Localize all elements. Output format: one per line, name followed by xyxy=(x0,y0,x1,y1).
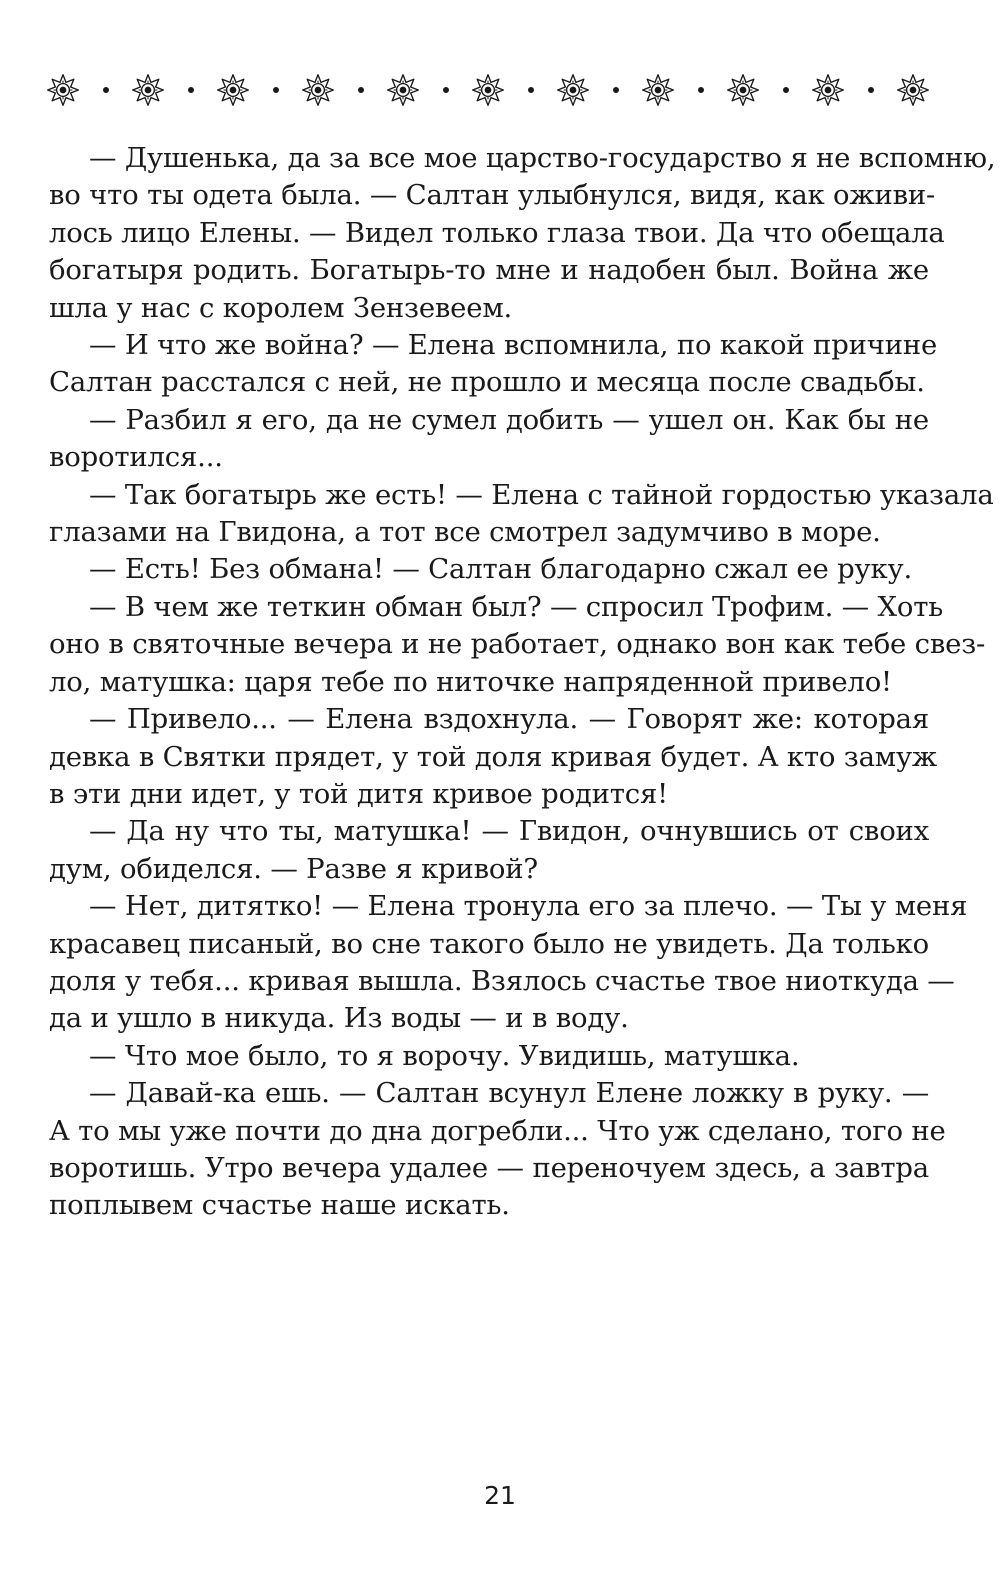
dot-icon xyxy=(188,87,194,93)
text-line: доля у тебя... кривая вышла. Взялось счастье твое ниоткуда — xyxy=(49,964,955,997)
header-ornament xyxy=(46,68,930,112)
text-line: да и ушло в никуда. Из воды — и в воду. xyxy=(49,1002,629,1035)
flower-icon xyxy=(386,73,420,107)
page-number: 21 xyxy=(484,1481,516,1510)
text-line: красавец писаный, во сне такого было не увидеть. Да только xyxy=(49,927,929,960)
text-line: Салтан расстался с ней, не прошло и месяца после свадьбы. xyxy=(49,366,925,399)
text-line: глазами на Гвидона, а тот все смотрел задумчиво в море. xyxy=(49,516,881,549)
text-line: — Привело... — Елена вздохнула. — Говорят же: которая xyxy=(89,703,929,736)
dot-icon xyxy=(273,87,279,93)
flower-icon xyxy=(896,73,930,107)
flower-icon xyxy=(301,73,335,107)
text-line: — В чем же теткин обман был? — спросил Трофим. — Хоть xyxy=(89,590,944,623)
flower-icon xyxy=(556,73,590,107)
text-line: богатыря родить. Богатырь-то мне и надобен был. Война же xyxy=(49,254,929,287)
text-line: — Так богатырь же есть! — Елена с тайной гордостью указала xyxy=(89,478,994,511)
text-line: воротишь. Утро вечера удалее — переночуем здесь, а завтра xyxy=(49,1151,929,1184)
flower-icon xyxy=(131,73,165,107)
dot-icon xyxy=(868,87,874,93)
flower-icon xyxy=(726,73,760,107)
text-line: воротился... xyxy=(49,441,223,474)
text-line: лось лицо Елены. — Видел только глаза твои. Да что обещала xyxy=(49,216,945,249)
text-line: А то мы уже почти до дна догребли... Что уж сделано, того не xyxy=(49,1114,946,1147)
flower-icon xyxy=(471,73,505,107)
dot-icon xyxy=(103,87,109,93)
flower-icon xyxy=(641,73,675,107)
text-line: оно в святочные вечера и не работает, однако вон как тебе свез- xyxy=(49,628,986,661)
text-line: — Что мое было, то я ворочу. Увидишь, матушка. xyxy=(89,1039,800,1072)
body-text xyxy=(49,140,996,1225)
dot-icon xyxy=(613,87,619,93)
text-line: — Есть! Без обмана! — Салтан благодарно сжал ее руку. xyxy=(89,553,912,586)
dot-icon xyxy=(358,87,364,93)
text-line: — И что же война? — Елена вспомнила, по какой причине xyxy=(89,329,938,362)
flower-icon xyxy=(46,73,80,107)
flower-icon xyxy=(216,73,250,107)
text-line: — Нет, дитятко! — Елена тронула его за плечо. — Ты у меня xyxy=(89,890,968,923)
text-line: во что ты одета была. — Салтан улыбнулся, видя, как оживи- xyxy=(49,179,936,212)
dot-icon xyxy=(698,87,704,93)
text-line: дум, обиделся. — Разве я кривой? xyxy=(49,852,538,885)
dot-icon xyxy=(443,87,449,93)
dot-icon xyxy=(528,87,534,93)
dot-icon xyxy=(783,87,789,93)
text-line: поплывем счастье наше искать. xyxy=(49,1189,510,1222)
text-line: ло, матушка: царя тебе по ниточке напряденной привело! xyxy=(49,665,892,698)
flower-icon xyxy=(811,73,845,107)
text-line: — Душенька, да за все мое царство-государство я не вспомню, xyxy=(89,142,996,174)
text-line: — Давай-ка ешь. — Салтан всунул Елене ложку в руку. — xyxy=(89,1077,929,1110)
text-line: — Да ну что ты, матушка! — Гвидон, очнувшись от своих xyxy=(89,815,929,848)
text-line: шла у нас с королем Зензевеем. xyxy=(49,291,513,324)
text-line: — Разбил я его, да не сумел добить — ушел он. Как бы не xyxy=(89,403,929,436)
text-line: в эти дни идет, у той дитя кривое родится! xyxy=(49,777,669,810)
text-line: девка в Святки прядет, у той доля кривая будет. А кто замуж xyxy=(49,740,938,773)
